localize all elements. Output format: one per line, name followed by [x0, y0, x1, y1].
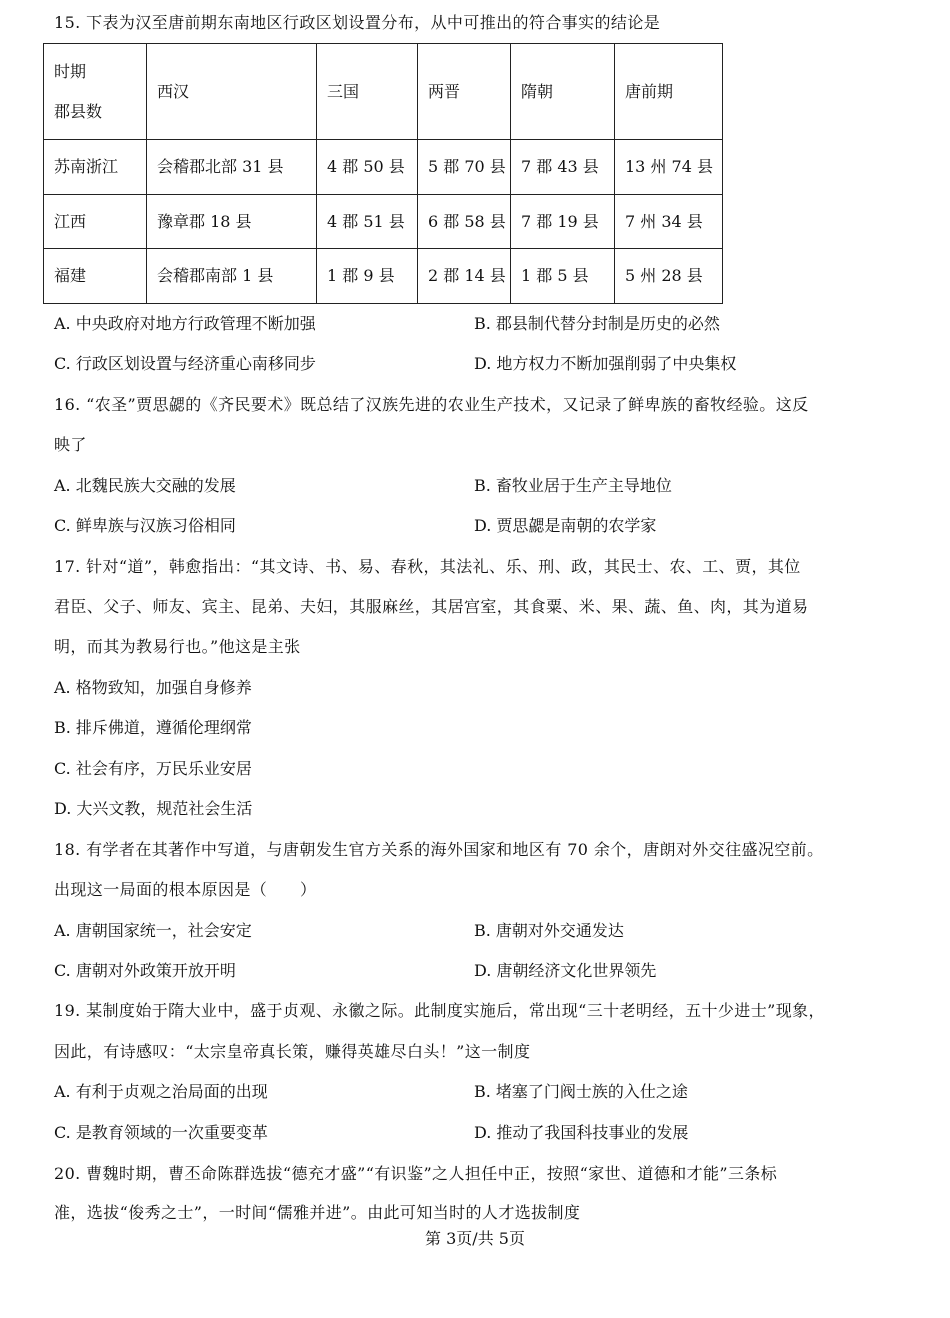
q17-option-a: A. 格物致知，加强自身修养	[54, 678, 252, 697]
column-header: 两晋	[418, 44, 511, 140]
q17-option-c: C. 社会有序，万民乐业安居	[54, 759, 252, 778]
q18-option-c: C. 唐朝对外政策开放开明	[54, 961, 236, 980]
q17-stem-line3: 明，而其为教易行也。”他这是主张	[54, 637, 301, 656]
q15-option-c: C. 行政区划设置与经济重心南移同步	[54, 354, 316, 373]
q19-option-c: C. 是教育领域的一次重要变革	[54, 1123, 268, 1142]
q18-stem-line2: 出现这一局面的根本原因是（ ）	[54, 880, 317, 899]
q20-stem-line2: 准，选拔“俊秀之士”，一时间“儒雅并进”。由此可知当时的人才选拔制度	[54, 1203, 581, 1222]
table-cell: 4 郡 50 县	[317, 140, 418, 195]
q17-option-d: D. 大兴文教，规范社会生活	[54, 799, 253, 818]
table-cell: 1 郡 9 县	[317, 249, 418, 304]
table-cell: 2 郡 14 县	[418, 249, 511, 304]
row-header: 福建	[44, 249, 147, 304]
row-header: 江西	[44, 195, 147, 249]
table-cell: 7 州 34 县	[615, 195, 723, 249]
q16-option-b: B. 畜牧业居于生产主导地位	[474, 476, 672, 495]
column-header: 隋朝	[511, 44, 615, 140]
table-cell: 7 郡 19 县	[511, 195, 615, 249]
q18-option-d: D. 唐朝经济文化世界领先	[474, 961, 657, 980]
corner-period-label: 时期	[54, 61, 87, 81]
q15-option-d: D. 地方权力不断加强削弱了中央集权	[474, 354, 737, 373]
q16-option-c: C. 鲜卑族与汉族习俗相同	[54, 516, 236, 535]
table-cell: 6 郡 58 县	[418, 195, 511, 249]
q18-option-b: B. 唐朝对外交通发达	[474, 921, 624, 940]
q18-stem-line1: 18. 有学者在其著作中写道，与唐朝发生官方关系的海外国家和地区有 70 余个，唐朗对外交往盛况空前。	[54, 840, 824, 859]
table-corner-cell	[44, 44, 147, 140]
q15-option-b: B. 郡县制代替分封制是历史的必然	[474, 314, 720, 333]
q16-option-d: D. 贾思勰是南朝的农学家	[474, 516, 657, 535]
table-cell: 13 州 74 县	[615, 140, 723, 195]
q17-option-b: B. 排斥佛道，遵循伦理纲常	[54, 718, 252, 737]
q16-stem-line2: 映了	[54, 435, 87, 454]
q20-stem-line1: 20. 曹魏时期，曹丕命陈群选拔“德充才盛”“有识鉴”之人担任中正，按照“家世、道德和才能”三条标	[54, 1164, 778, 1183]
table-cell: 会稽郡北部 31 县	[147, 140, 317, 195]
q18-option-a: A. 唐朝国家统一，社会安定	[54, 921, 252, 940]
column-header: 西汉	[147, 44, 317, 140]
table-header-row	[44, 44, 723, 140]
q15-option-a: A. 中央政府对地方行政管理不断加强	[54, 314, 316, 333]
table-cell: 豫章郡 18 县	[147, 195, 317, 249]
table-cell: 5 州 28 县	[615, 249, 723, 304]
q16-option-a: A. 北魏民族大交融的发展	[54, 476, 236, 495]
corner-count-label: 郡县数	[54, 101, 103, 121]
column-header: 唐前期	[615, 44, 723, 140]
q17-stem-line2: 君臣、父子、师友、宾主、昆弟、夫妇，其服麻丝，其居宫室，其食粟、米、果、蔬、鱼、肉，其为道易	[54, 597, 809, 616]
q19-option-d: D. 推动了我国科技事业的发展	[474, 1123, 689, 1142]
q15-stem: 15. 下表为汉至唐前期东南地区行政区划设置分布，从中可推出的符合事实的结论是	[54, 13, 661, 32]
q19-stem-line2: 因此，有诗感叹：“太宗皇帝真长策，赚得英雄尽白头！”这一制度	[54, 1042, 531, 1061]
table-cell: 7 郡 43 县	[511, 140, 615, 195]
table-row	[44, 195, 723, 249]
q19-option-a: A. 有利于贞观之治局面的出现	[54, 1082, 268, 1101]
table-row	[44, 249, 723, 304]
table-cell: 5 郡 70 县	[418, 140, 511, 195]
admin-division-table	[43, 43, 723, 304]
q19-option-b: B. 堵塞了门阀士族的入仕之途	[474, 1082, 688, 1101]
q17-stem-line1: 17. 针对“道”，韩愈指出：“其文诗、书、易、春秋，其法礼、乐、刑、政，其民士、农、工、贾，其位	[54, 557, 801, 576]
table-row	[44, 140, 723, 195]
table-cell: 4 郡 51 县	[317, 195, 418, 249]
page-number: 第 3页/共 5页	[425, 1229, 525, 1248]
column-header: 三国	[317, 44, 418, 140]
row-header: 苏南浙江	[44, 140, 147, 195]
q16-stem-line1: 16. “农圣”贾思勰的《齐民要术》既总结了汉族先进的农业生产技术，又记录了鲜卑族的畜牧经验。这反	[54, 395, 809, 414]
table-cell: 1 郡 5 县	[511, 249, 615, 304]
q19-stem-line1: 19. 某制度始于隋大业中，盛于贞观、永徽之际。此制度实施后，常出现“三十老明经，五十少进士”现象，	[54, 1001, 825, 1020]
table-cell: 会稽郡南部 1 县	[147, 249, 317, 304]
